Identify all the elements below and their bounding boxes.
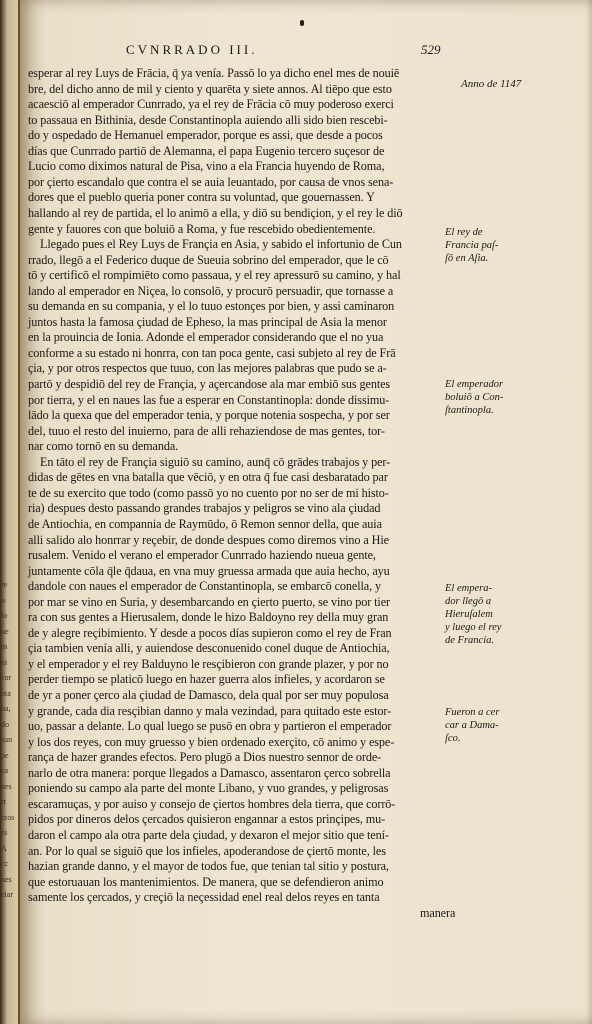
marginal-note-line: Anno de 1147 <box>461 78 522 90</box>
text-line: rusalem. Venido el verano el emperador Cunrrado haziendo nueua gente, <box>28 548 376 563</box>
prev-page-fragment: ni <box>1 657 8 667</box>
marginal-note-line: Fueron a cer <box>445 707 500 718</box>
running-head: CVNRRADO III. <box>126 42 258 57</box>
text-line: hazian grande danno, y el mayor de todos fue, que tenian tal sitio y postura, <box>28 859 389 874</box>
prev-page-fragment: re <box>1 580 8 589</box>
marginal-note-line: El emperador <box>445 379 504 390</box>
text-line: nar como tornō en su demanda. <box>28 439 179 454</box>
text-line: perder tiempo se platicō luego en hazer guerra alos infieles, y acordaron se <box>28 672 385 687</box>
text-line: su demanda en su compania, y el lo tuuo estonçes por bien, y assi caminaron <box>28 299 395 314</box>
prev-page-fragment: sun <box>1 735 13 744</box>
text-line: juntamente cōla q̄le q̄daua, en vna muy gruessa armada que auia hecho, ayu <box>28 563 390 578</box>
gutter-shadow <box>18 0 20 1024</box>
text-line: Llegado pues el Rey Luys de Françia en Asia, y sabido el infortunio de Cun <box>40 237 402 252</box>
text-line: de y alegre reçibimiento. Y desde a pocos días supieron como el rey de Fran <box>28 625 392 640</box>
text-line: Lucio como diximos natural de Pisa, vino a ela Francia huyendo de Roma, <box>28 159 385 174</box>
text-line: do y ospedado de Hemanuel emperador, porque es assi, que desde a pocos <box>28 128 383 143</box>
text-line: del, tuuo el resto del inuierno, para de alli rehaziendose de mas gentes, tor- <box>28 423 385 438</box>
text-line: por mar se vino en Suria, y desembarcando en çierto puerto, se vino por tier <box>28 594 390 609</box>
text-line: hallando al rey de partida, el lo animō a ella, y diō su bendiçion, y el rey le diō <box>28 205 403 220</box>
text-line: to passaua en Bithinia, desde Constantinopla auiendo alli sido bien rescebi- <box>28 112 388 127</box>
prev-page-fragment: do <box>1 719 9 729</box>
prev-page-fragment: o <box>1 595 5 605</box>
text-line: por çierto escandalo que contra el se auia leuantado, por causa de vnos sena- <box>28 174 394 189</box>
text-line: te de su exercito que todo (como passō yo no cuento por no ser de mi histo- <box>28 485 389 500</box>
text-line: días que Cunrrado partiō de Alemanna, el papa Eugenio tercero suçesor de <box>28 143 385 158</box>
prev-page-fragment: rt <box>1 797 6 806</box>
marginal-note-line: de Francia. <box>445 635 494 646</box>
marginal-note-line: ſtantinopla. <box>445 405 494 416</box>
text-line: dandole con naues el emperador de Constantinopla, se embarcō conella, y <box>28 579 381 594</box>
text-line: juntos hasta la famosa çiudad de Epheso, la mas principal de Asia la menor <box>28 314 387 329</box>
marginal-note-line: dor llegō a <box>445 596 492 607</box>
text-line: samente los çercados, y creçiō la neçessidad enel real delos reyes en tanta <box>28 890 380 905</box>
text-line: y grande, cada dia resçibian danno y mala vezindad, para quitado este estor- <box>28 703 392 718</box>
catchword: manera <box>420 905 456 920</box>
prev-page-fragment: ba, <box>1 704 11 713</box>
text-line: daron el campo ala otra parte dela çiudad, y dexaron el mejor sitio que tení- <box>28 827 389 842</box>
marginal-note-line: ſō en Aſia. <box>445 253 489 264</box>
text-line: escaramuças, y por auiso y consejo de çiertos hombres dela tierra, que corrō- <box>28 796 396 811</box>
text-line: rrado, llegō a el Federico duque de Sueuia sobrino del emperador, que le cō <box>28 252 389 267</box>
text-line: ria) despues desto passando grandes trabajos y peligros se vino ala çiudad <box>28 501 381 516</box>
text-line: didas de gētes en vna batalla que vēciō, y en otra q̄ fue casi desbaratado par <box>28 470 388 485</box>
text-line: lādo la quexa que del emperador tenia, y porque notenia sospecha, y por ser <box>28 408 390 423</box>
text-line: uo, passar a delante. Lo qual luego se pusō en obra y partieron el emperador <box>28 719 392 734</box>
page-header <box>18 42 592 62</box>
marginal-note-line: Francia paſ- <box>445 240 499 251</box>
text-line: ra con sus gentes a Hierusalem, donde le hizo Baldoyno rey della muy gran <box>28 610 389 625</box>
text-line: esperar al rey Luys de Frācia, q̄ ya venía. Passō lo ya dicho enel mes de nouiē <box>28 66 400 80</box>
text-line: rança de hazer grandes efectos. Pero plugō a Dios nuestro sennor de orde- <box>28 750 382 765</box>
text-line: dores que el pueblo queria poner contra su voluntad, que gouernassen. Y <box>28 190 375 205</box>
text-line: acaesciō al emperador Cunrrado, ya el rey de Frācia cō muy poderoso exerci <box>28 97 394 112</box>
prev-page-fragment: ni <box>1 828 8 837</box>
text-line: y el emperador y el rey Balduyno le resçibieron con grande plazer, y por no <box>28 656 389 671</box>
text-line: tō y certificō el rompimiēto como passaua, y el rey apressurō su camino, y hal <box>28 268 401 283</box>
text-line: gente y fauores con que boluiō a Roma, y fue rescebido obedientemente. <box>28 221 376 236</box>
page-number: 529 <box>421 42 441 57</box>
prev-page-fragment: pe <box>1 750 9 760</box>
top-ornament <box>300 20 304 26</box>
page-edge <box>586 0 592 1024</box>
marginal-note-line: El rey de <box>445 227 483 238</box>
prev-page-fragment: ue <box>1 626 9 636</box>
prev-page-fragment: ca <box>1 766 9 775</box>
prev-page-fragment: lo <box>1 611 8 620</box>
text-line: y los dos reyes, con muy gruesso y bien ordenado exerçito, cō animo y espe- <box>28 734 395 749</box>
marginal-note-line: car a Dama- <box>445 720 499 731</box>
marginal-note-line: El empera- <box>445 583 492 594</box>
text-line: que estoruauan los mantenimientos. De manera, que se defendieron animo <box>28 874 384 889</box>
text-line: conforme a su estado ni honrra, con tan poca gente, casi subjeto al rey de Frā <box>28 345 396 360</box>
text-line: alli salido alo honrrar y reçebir, de donde despues como diremos vino a Hie <box>28 532 389 547</box>
text-line: lando al emperador en Niçea, lo consolō, y procurō persuadir, que tornasse a <box>28 283 394 298</box>
text-line: bre, del dicho anno de mil y ciento y quarēta y siete annos. Al tiēpo que esto <box>28 81 392 96</box>
marginal-note-line: y luego el rey <box>445 622 502 633</box>
previous-page-edge <box>0 0 18 1024</box>
text-line: En tāto el rey de Françia siguiō su camino, aunq̄ cō grādes trabajos y per- <box>40 454 391 469</box>
prev-page-fragment: rzos <box>1 812 15 822</box>
prev-page-fragment: nta <box>1 688 11 698</box>
prev-page-fragment: ciar <box>1 890 13 899</box>
text-line: poniendo su campo ala parte del monte Libano, y vuo grandes, y peligrosas <box>28 781 389 796</box>
prev-page-fragment: cor <box>1 673 12 682</box>
text-line: pidos por dineros delos çercados quisieron engannar a estos prinçipes, mu- <box>28 812 386 827</box>
text-line: partō y despidiō del rey de Françia, y açercandose ala mar embiō sus gentes <box>28 377 391 391</box>
text-line: an. Por lo qual se siguiō que los infieles, apoderandose de çiertō monte, les <box>28 843 386 858</box>
prev-page-fragment: ues <box>1 781 12 791</box>
text-line: narlo de otra manera: porque llegados a Damasco, assentaron çerco sobrella <box>28 765 391 780</box>
marginal-note-line: boluiō a Con- <box>445 392 504 403</box>
text-line: de Antiochia, en compannia de Raymūdo, ō Remon sennor della, que auia <box>28 516 382 531</box>
text-line: çia, y por otros respectos que tuuo, con las mejores palabras que pudo se a- <box>28 361 387 376</box>
prev-page-fragment: cc <box>1 859 9 868</box>
prev-page-fragment: m <box>1 642 8 651</box>
text-line: çia tambien venía alli, y auiendose desconuenido conel duque de Antiochia, <box>28 641 390 656</box>
prev-page-fragment: A <box>1 843 7 853</box>
text-line: por tierra, y el en naues las fue a esperar en Constantinopla: donde dissimu- <box>28 392 390 407</box>
text-line: en la prouincia de Ionia. Adonde el emperador considerando que el no yua <box>28 330 384 345</box>
marginal-note-line: Hieruſalem <box>445 609 493 620</box>
text-line: de yr a poner çerco ala çiudad de Damasco, dela qual por ser muy populosa <box>28 688 389 702</box>
prev-page-fragment: nes <box>1 874 12 884</box>
marginal-note-line: ſco. <box>445 733 461 744</box>
book-page <box>18 0 592 1024</box>
